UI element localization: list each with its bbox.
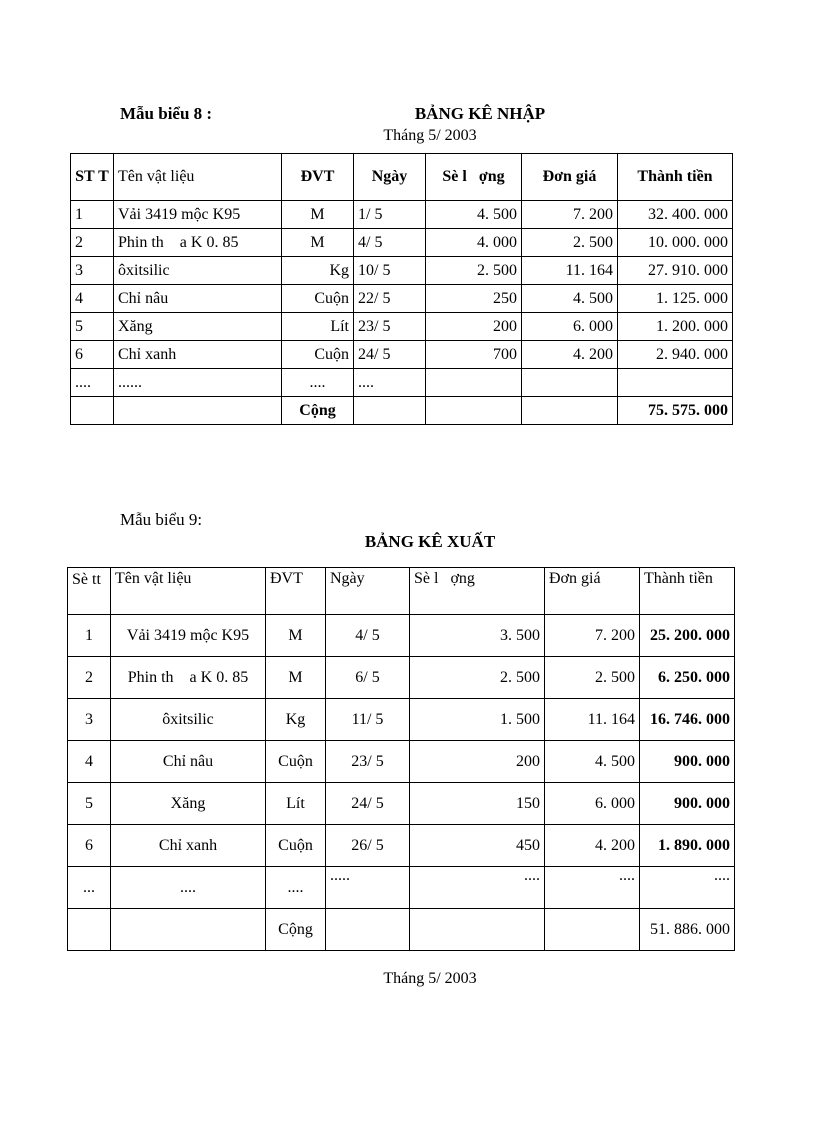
cell: Chỉ xanh — [111, 825, 266, 867]
cell — [111, 909, 266, 951]
cell — [618, 369, 733, 397]
import-table — [70, 153, 733, 425]
header-cell: Sè l ợng — [426, 154, 522, 201]
table-row — [68, 657, 735, 699]
cell — [545, 909, 640, 951]
table-header-row — [68, 568, 735, 615]
cell: 5 — [71, 313, 114, 341]
table-row — [71, 341, 733, 369]
cell: 23/ 5 — [326, 741, 410, 783]
header-cell: Sè tt — [68, 568, 111, 615]
cell: .... — [354, 369, 426, 397]
cell: 4/ 5 — [354, 229, 426, 257]
cell: .... — [71, 369, 114, 397]
form8-title: BẢNG KÊ NHẬP — [414, 104, 546, 123]
table-row — [68, 867, 735, 909]
cell: Cuộn — [282, 285, 354, 313]
header-cell: Đơn giá — [522, 154, 618, 201]
cell: Kg — [282, 257, 354, 285]
table-row — [68, 825, 735, 867]
table-row — [68, 741, 735, 783]
cell: 4. 200 — [545, 825, 640, 867]
cell: 4. 500 — [545, 741, 640, 783]
cell — [410, 909, 545, 951]
cell: 4 — [68, 741, 111, 783]
header-cell: Ngày — [354, 154, 426, 201]
cell: .... — [282, 369, 354, 397]
cell: 2. 500 — [545, 657, 640, 699]
cell: 900. 000 — [640, 783, 735, 825]
cell: 11/ 5 — [326, 699, 410, 741]
form9-label: Mẫu biểu 9: — [120, 510, 203, 529]
table-row — [71, 229, 733, 257]
cell: M — [266, 657, 326, 699]
form9-title: BẢNG KÊ XUẤT — [364, 532, 496, 551]
header-cell: Đơn giá — [545, 568, 640, 615]
cell — [71, 397, 114, 425]
cell — [426, 397, 522, 425]
cell: 7. 200 — [522, 201, 618, 229]
cell: Xăng — [114, 313, 282, 341]
cell: Cuộn — [266, 825, 326, 867]
cell: 4. 200 — [522, 341, 618, 369]
cell: 10/ 5 — [354, 257, 426, 285]
cell: 22/ 5 — [354, 285, 426, 313]
form9-month: Tháng 5/ 2003 — [383, 970, 477, 987]
cell: 4. 000 — [426, 229, 522, 257]
cell: 3 — [71, 257, 114, 285]
cell: Kg — [266, 699, 326, 741]
cell: M — [282, 229, 354, 257]
cell: Chỉ nâu — [111, 741, 266, 783]
total-label: Cộng — [282, 397, 354, 425]
cell — [354, 397, 426, 425]
cell: 150 — [410, 783, 545, 825]
cell: ...... — [114, 369, 282, 397]
cell: Chỉ nâu — [114, 285, 282, 313]
cell: 4/ 5 — [326, 615, 410, 657]
header-cell: Tên vật liệu — [114, 154, 282, 201]
cell: 1. 890. 000 — [640, 825, 735, 867]
cell: Xăng — [111, 783, 266, 825]
cell: Phin th a K 0. 85 — [114, 229, 282, 257]
cell: 2. 500 — [522, 229, 618, 257]
cell: 900. 000 — [640, 741, 735, 783]
cell: 26/ 5 — [326, 825, 410, 867]
cell: 11. 164 — [522, 257, 618, 285]
cell — [326, 909, 410, 951]
cell: 32. 400. 000 — [618, 201, 733, 229]
cell: M — [266, 615, 326, 657]
cell: 6. 000 — [545, 783, 640, 825]
table-row — [68, 699, 735, 741]
total-row — [71, 397, 733, 425]
cell: 200 — [426, 313, 522, 341]
total-value: 75. 575. 000 — [618, 397, 733, 425]
cell: .... — [410, 867, 545, 909]
cell: 4 — [71, 285, 114, 313]
cell: 1. 500 — [410, 699, 545, 741]
header-cell: ĐVT — [282, 154, 354, 201]
table-row — [71, 201, 733, 229]
cell: .... — [266, 867, 326, 909]
cell: 6/ 5 — [326, 657, 410, 699]
cell: 1. 200. 000 — [618, 313, 733, 341]
total-label: Cộng — [266, 909, 326, 951]
cell: 1/ 5 — [354, 201, 426, 229]
cell — [114, 397, 282, 425]
header-cell: Ngày — [326, 568, 410, 615]
export-table — [67, 567, 735, 951]
cell: 27. 910. 000 — [618, 257, 733, 285]
cell: 24/ 5 — [326, 783, 410, 825]
header-cell: ST T — [71, 154, 114, 201]
cell: Vải 3419 mộc K95 — [111, 615, 266, 657]
table-row — [68, 783, 735, 825]
cell: 1 — [68, 615, 111, 657]
cell: 2 — [68, 657, 111, 699]
cell — [426, 369, 522, 397]
table-row — [71, 257, 733, 285]
cell: Lít — [266, 783, 326, 825]
cell: 7. 200 — [545, 615, 640, 657]
cell: ôxitsilic — [114, 257, 282, 285]
table-row — [68, 615, 735, 657]
cell: 6. 250. 000 — [640, 657, 735, 699]
cell: 5 — [68, 783, 111, 825]
cell: Vải 3419 mộc K95 — [114, 201, 282, 229]
cell: 450 — [410, 825, 545, 867]
cell: 25. 200. 000 — [640, 615, 735, 657]
header-cell: Thành tiền — [640, 568, 735, 615]
cell: ôxitsilic — [111, 699, 266, 741]
cell: 23/ 5 — [354, 313, 426, 341]
cell: 2. 940. 000 — [618, 341, 733, 369]
cell: 1. 125. 000 — [618, 285, 733, 313]
table-row — [71, 285, 733, 313]
cell: 16. 746. 000 — [640, 699, 735, 741]
cell: 2. 500 — [426, 257, 522, 285]
cell — [68, 909, 111, 951]
cell: Chỉ xanh — [114, 341, 282, 369]
total-row — [68, 909, 735, 951]
cell: .... — [545, 867, 640, 909]
cell — [522, 397, 618, 425]
total-value: 51. 886. 000 — [640, 909, 735, 951]
cell: Phin th a K 0. 85 — [111, 657, 266, 699]
header-cell: Sè l ợng — [410, 568, 545, 615]
cell: 4. 500 — [522, 285, 618, 313]
cell: 10. 000. 000 — [618, 229, 733, 257]
cell: .... — [111, 867, 266, 909]
cell: 700 — [426, 341, 522, 369]
cell: Lít — [282, 313, 354, 341]
cell: 250 — [426, 285, 522, 313]
cell — [522, 369, 618, 397]
table-header-row — [71, 154, 733, 201]
cell: M — [282, 201, 354, 229]
form8-month: Tháng 5/ 2003 — [383, 127, 477, 144]
cell: 3. 500 — [410, 615, 545, 657]
cell: ..... — [326, 867, 410, 909]
cell: .... — [640, 867, 735, 909]
header-cell: ĐVT — [266, 568, 326, 615]
cell: 200 — [410, 741, 545, 783]
cell: Cuộn — [266, 741, 326, 783]
cell: 6 — [68, 825, 111, 867]
cell: 6. 000 — [522, 313, 618, 341]
table-row — [71, 313, 733, 341]
cell: 6 — [71, 341, 114, 369]
cell: 2 — [71, 229, 114, 257]
form8-label: Mẫu biểu 8 : — [120, 104, 213, 123]
cell: 24/ 5 — [354, 341, 426, 369]
cell: ... — [68, 867, 111, 909]
cell: 1 — [71, 201, 114, 229]
header-cell: Thành tiền — [618, 154, 733, 201]
cell: 4. 500 — [426, 201, 522, 229]
cell: Cuộn — [282, 341, 354, 369]
cell: 11. 164 — [545, 699, 640, 741]
cell: 2. 500 — [410, 657, 545, 699]
header-cell: Tên vật liệu — [111, 568, 266, 615]
table-row — [71, 369, 733, 397]
cell: 3 — [68, 699, 111, 741]
